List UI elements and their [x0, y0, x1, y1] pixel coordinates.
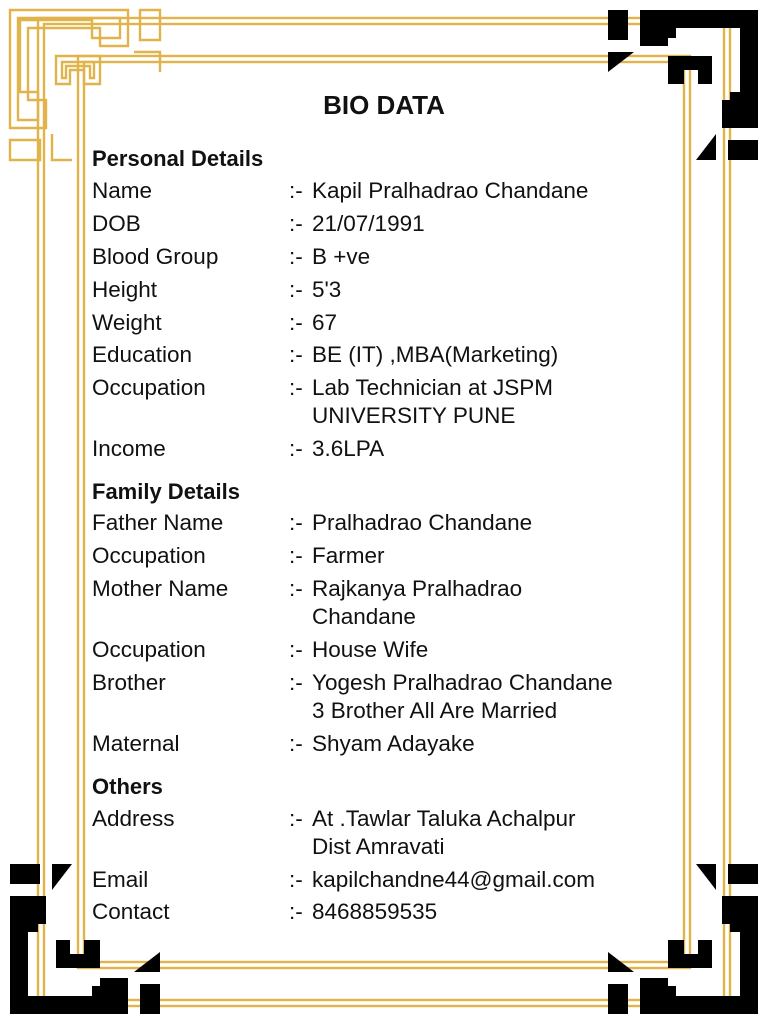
row-label: Occupation — [92, 543, 206, 568]
row-separator: :- — [289, 637, 303, 662]
row-separator: :- — [289, 211, 303, 236]
section-heading-personal: Personal Details — [92, 146, 264, 171]
row-value-continued: 3 Brother All Are Married — [312, 698, 558, 723]
row-label: Education — [92, 342, 193, 367]
row-label: Contact — [92, 899, 170, 924]
row-value: At .Tawlar Taluka Achalpur — [312, 806, 576, 831]
row-value: 3.6LPA — [312, 436, 385, 461]
row-value: Yogesh Pralhadrao Chandane — [312, 670, 613, 695]
row-value: Lab Technician at JSPM — [312, 375, 553, 400]
row-separator: :- — [289, 277, 303, 302]
row-value: kapilchandne44@gmail.com — [312, 867, 595, 892]
row-value: 67 — [312, 310, 338, 335]
row-separator: :- — [289, 867, 303, 892]
row-value-continued: Dist Amravati — [312, 834, 445, 859]
row-separator: :- — [289, 806, 303, 831]
row-separator: :- — [289, 342, 303, 367]
row-value: 8468859535 — [312, 899, 438, 924]
row-value: BE (IT) ,MBA(Marketing) — [312, 342, 559, 367]
row-label: Address — [92, 806, 175, 831]
page-title: BIO DATA — [323, 90, 445, 120]
row-label: Brother — [92, 670, 166, 695]
row-separator: :- — [289, 375, 303, 400]
row-value: Pralhadrao Chandane — [312, 510, 533, 535]
row-value: Farmer — [312, 543, 385, 568]
row-separator: :- — [289, 310, 303, 335]
row-value-continued: Chandane — [312, 604, 416, 629]
row-value: Shyam Adayake — [312, 731, 475, 756]
row-label: Occupation — [92, 375, 206, 400]
row-label: DOB — [92, 211, 141, 236]
row-label: Weight — [92, 310, 162, 335]
section-heading-family: Family Details — [92, 479, 240, 504]
row-value: 5'3 — [312, 277, 342, 302]
row-label: Mother Name — [92, 576, 229, 601]
row-label: Income — [92, 436, 166, 461]
row-value: House Wife — [312, 637, 429, 662]
row-value: 21/07/1991 — [312, 211, 425, 236]
row-separator: :- — [289, 436, 303, 461]
row-label: Height — [92, 277, 158, 302]
row-label: Blood Group — [92, 244, 219, 269]
row-label: Name — [92, 178, 153, 203]
section-heading-others: Others — [92, 774, 163, 799]
row-separator: :- — [289, 178, 303, 203]
row-label: Occupation — [92, 637, 206, 662]
row-value: B +ve — [312, 244, 371, 269]
row-separator: :- — [289, 670, 303, 695]
row-separator: :- — [289, 543, 303, 568]
row-label: Maternal — [92, 731, 180, 756]
row-label: Email — [92, 867, 149, 892]
row-value: Rajkanya Pralhadrao — [312, 576, 523, 601]
row-label: Father Name — [92, 510, 224, 535]
row-separator: :- — [289, 731, 303, 756]
row-value-continued: UNIVERSITY PUNE — [312, 403, 516, 428]
row-separator: :- — [289, 244, 303, 269]
row-separator: :- — [289, 576, 303, 601]
row-separator: :- — [289, 510, 303, 535]
row-value: Kapil Pralhadrao Chandane — [312, 178, 589, 203]
row-separator: :- — [289, 899, 303, 924]
